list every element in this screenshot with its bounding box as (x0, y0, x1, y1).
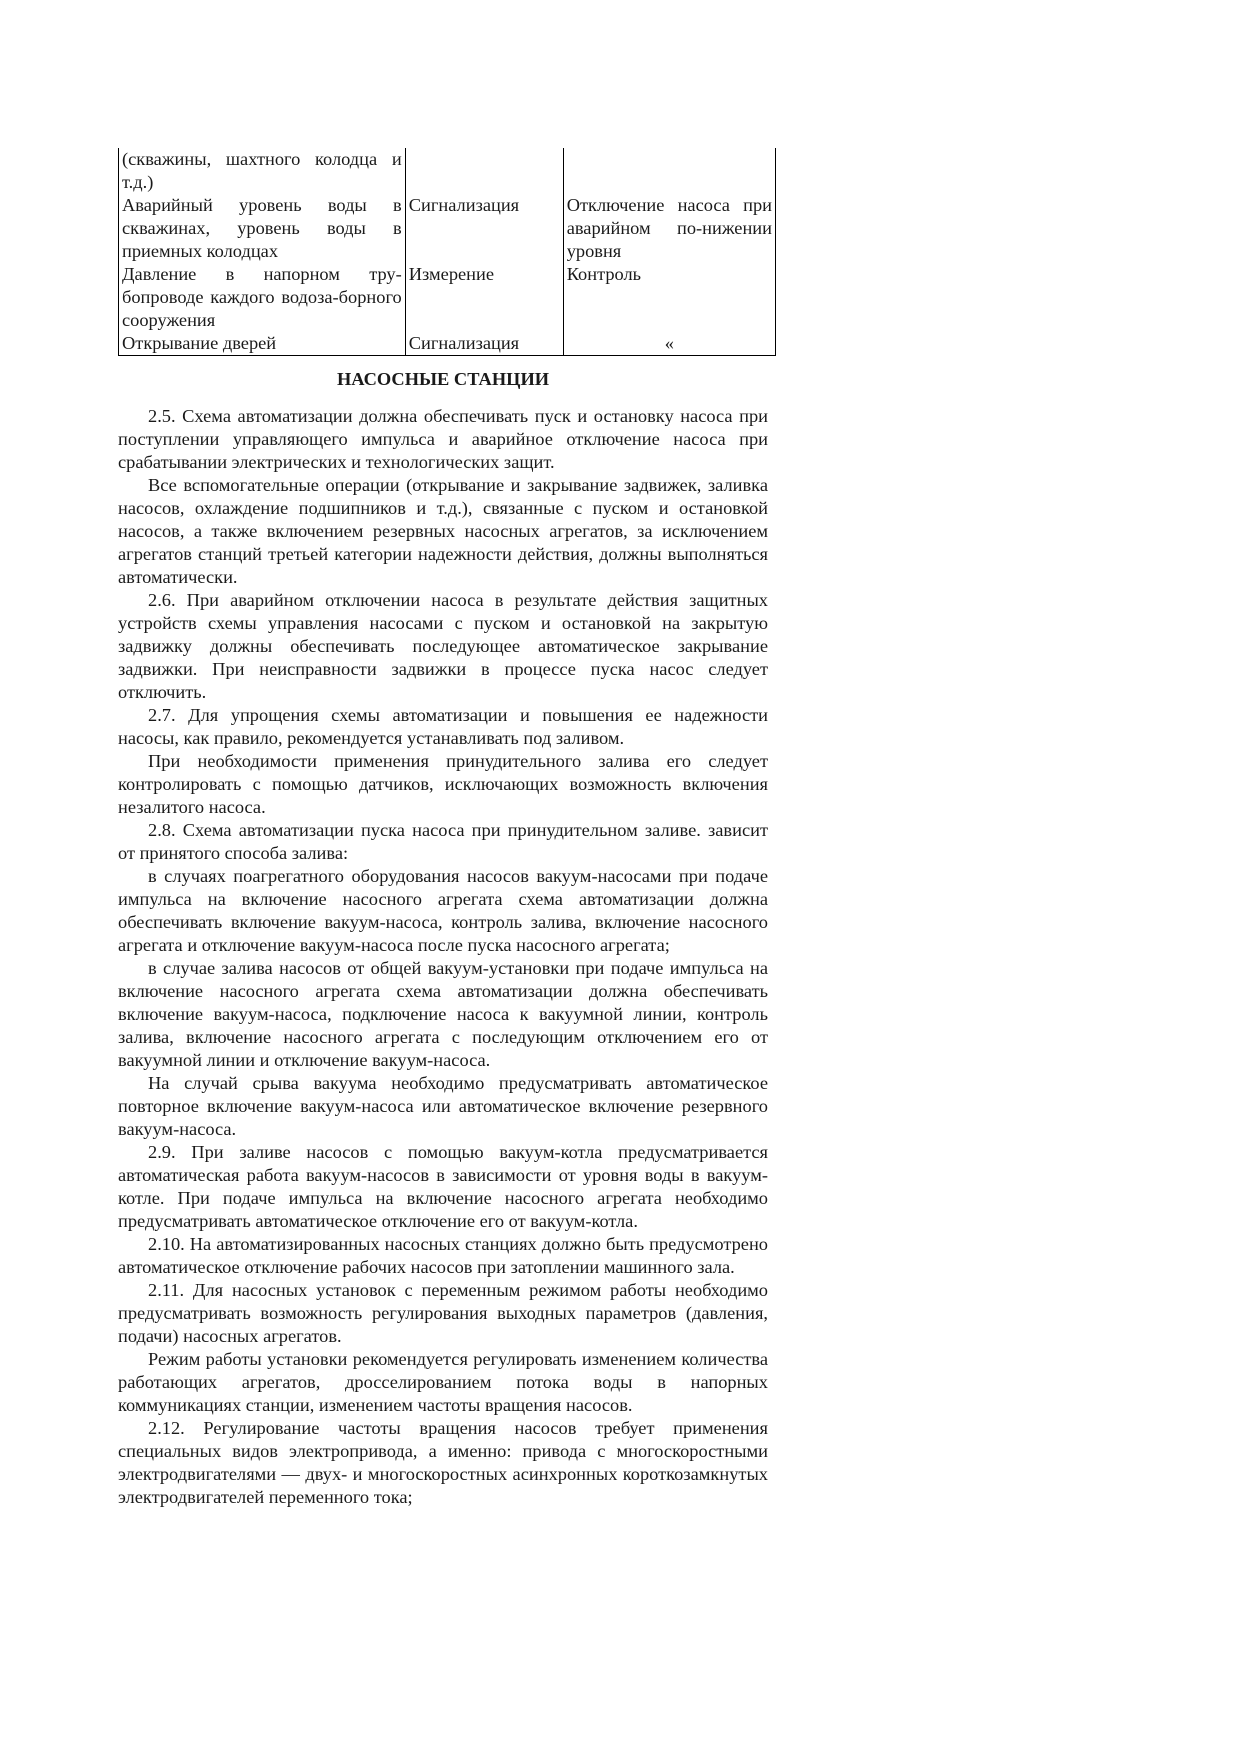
table-cell-param: (скважины, шахтного колодца и т.д.) (119, 148, 406, 194)
automation-table (118, 148, 776, 356)
paragraph: 2.9. При заливе насосов с помощью вакуум-котла предусматривается автоматическая работа вакуум-насосов в зависимости от уровня воды в вакуум-котле. При подаче импульса на включение насосного агрегата необходимо предусматривать автоматическое отключение его от вакуум-котла. (118, 1142, 768, 1231)
table-cell-type (405, 148, 563, 194)
paragraph: 2.5. Схема автоматизации должна обеспечивать пуск и остановку насоса при поступлении управляющего импульса и аварийное отключение насоса при срабатывании электрических и технологических защит. (118, 406, 768, 472)
table-row (119, 194, 776, 263)
table-cell-action (563, 148, 775, 194)
table-cell-param: Открывание дверей (119, 332, 406, 356)
table-cell-action: « (563, 332, 775, 356)
paragraph: 2.8. Схема автоматизации пуска насоса при принудительном заливе. зависит от принятого способа залива: (118, 820, 768, 863)
paragraph: 2.12. Регулирование частоты вращения насосов требует применения специальных видов электропривода, а именно: привода с многоскоростными электродвигателями — двух- и многоскоростных асинхронных короткозамкнутых электродвигателей переменного тока; (118, 1418, 768, 1507)
table-cell-action: Отключение насоса при аварийном по-нижении уровня (563, 194, 775, 263)
paragraph: 2.7. Для упрощения схемы автоматизации и повышения ее надежности насосы, как правило, рекомендуется устанавливать под заливом. (118, 705, 768, 748)
section-title: НАСОСНЫЕ СТАНЦИИ (336, 369, 550, 389)
paragraph: Все вспомогательные операции (открывание и закрывание задвижек, заливка насосов, охлаждение подшипников и т.д.), связанные с пуском и остановкой насосов, а также включением резервных насосных агрегатов, за исключением агрегатов станций третьей категории надежности действия, должны выполняться автоматически. (118, 475, 768, 587)
table-cell-type: Сигнализация (405, 332, 563, 356)
paragraph: в случае залива насосов от общей вакуум-установки при подаче импульса на включение насосного агрегата схема автоматизации должна обеспечивать включение вакуум-насоса, подключение насоса к вакуумной линии, контроль залива, включение насосного агрегата с последующим отключением его от вакуумной линии и отключение вакуум-насоса. (118, 958, 768, 1070)
paragraph: в случаях поагрегатного оборудования насосов вакуум-насосами при подаче импульса на включение насосного агрегата схема автоматизации должна обеспечивать включение вакуум-насоса, контроль залива, включение насосного агрегата и отключение вакуум-насоса после пуска насосного агрегата; (118, 866, 768, 955)
table-row (119, 263, 776, 332)
paragraph: 2.6. При аварийном отключении насоса в результате действия защитных устройств схемы управления насосами с пуском и остановкой на закрытую задвижку должны обеспечивать последующее автоматическое закрывание задвижки. При неисправности задвижки в процессе пуска насос следует отключить. (118, 590, 768, 702)
table-cell-param: Аварийный уровень воды в скважинах, уровень воды в приемных колодцах (119, 194, 406, 263)
table-row (119, 148, 776, 194)
paragraph: При необходимости применения принудительного залива его следует контролировать с помощью датчиков, исключающих возможность включения незалитого насоса. (118, 751, 768, 817)
paragraph: На случай срыва вакуума необходимо предусматривать автоматическое повторное включение вакуум-насоса или автоматическое включение резервного вакуум-насоса. (118, 1073, 768, 1139)
body-text (118, 405, 768, 1509)
paragraph: Режим работы установки рекомендуется регулировать изменением количества работающих агрегатов, дросселированием потока воды в напорных коммуникациях станции, изменением частоты вращения насосов. (118, 1349, 768, 1415)
table-row (119, 332, 776, 356)
table-cell-param: Давление в напорном тру-бопроводе каждого водоза-борного сооружения (119, 263, 406, 332)
table-cell-type: Измерение (405, 263, 563, 332)
paragraph: 2.10. На автоматизированных насосных станциях должно быть предусмотрено автоматическое отключение рабочих насосов при затоплении машинного зала. (118, 1234, 768, 1277)
paragraph: 2.11. Для насосных установок с переменным режимом работы необходимо предусматривать возможность регулирования выходных параметров (давления, подачи) насосных агрегатов. (118, 1280, 768, 1346)
document-page (118, 148, 772, 1509)
table-cell-action: Контроль (563, 263, 775, 332)
table-cell-type: Сигнализация (405, 194, 563, 263)
